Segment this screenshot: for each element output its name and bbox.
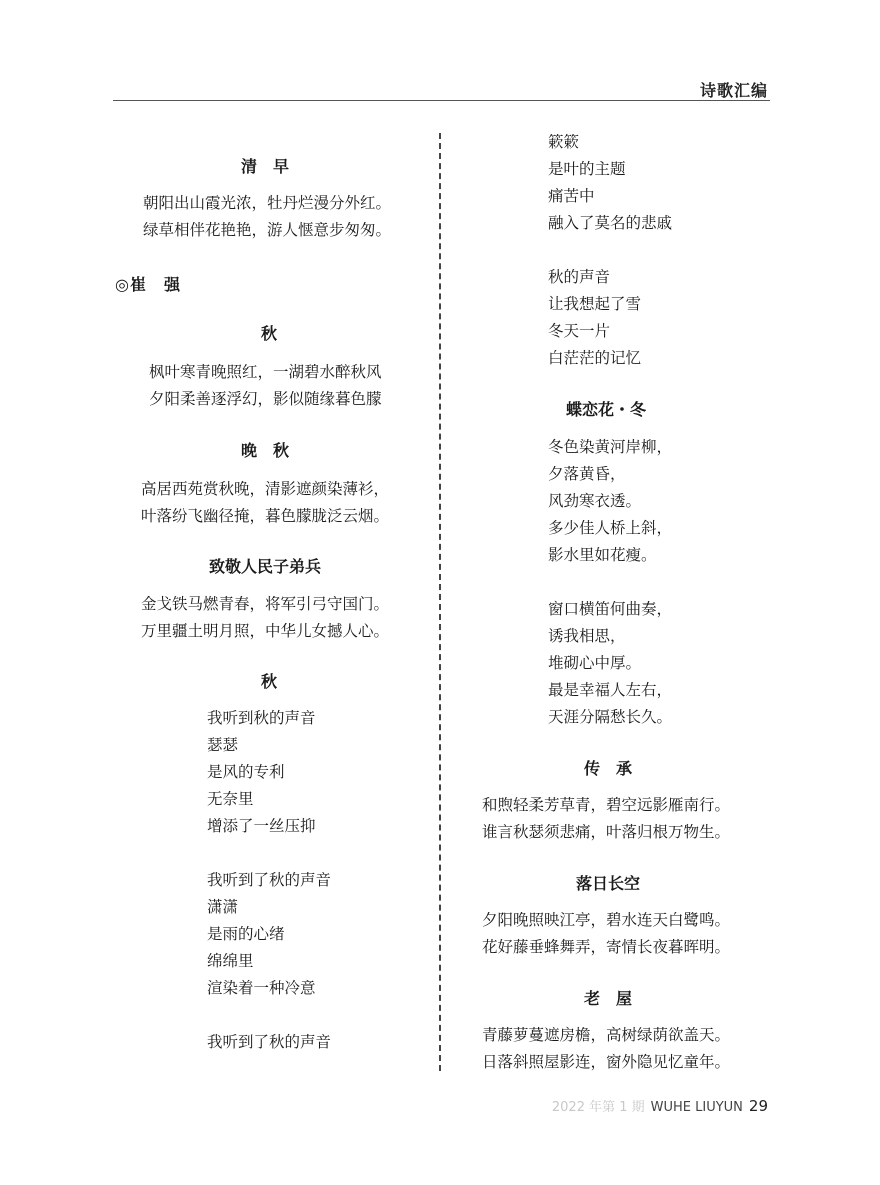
poem-line: 绵绵里 bbox=[207, 952, 254, 970]
poem-line: 是叶的主题 bbox=[548, 160, 626, 178]
header-rule bbox=[113, 100, 770, 101]
poem-line: 痛苦中 bbox=[548, 187, 595, 205]
poem-line: 渲染着一种冷意 bbox=[207, 979, 316, 997]
poem-line: 万里疆土明月照，中华儿女撼人心。 bbox=[141, 622, 390, 640]
poem-line: 冬色染黄河岸柳， bbox=[548, 438, 673, 456]
poem-line: 是风的专利 bbox=[207, 763, 285, 781]
page-number: 29 bbox=[748, 1097, 768, 1115]
page-footer bbox=[552, 1096, 768, 1115]
poem-line: 日落斜照屋影连，窗外隐见忆童年。 bbox=[482, 1053, 731, 1071]
poem-line: 花好藤垂蜂舞弄，寄情长夜暮晖明。 bbox=[482, 938, 731, 956]
poem-line: 最是幸福人左右， bbox=[548, 681, 673, 699]
poem-line: 是雨的心绪 bbox=[207, 925, 285, 943]
poem-line: 让我想起了雪 bbox=[548, 295, 642, 313]
poem-line: 窗口横笛何曲奏， bbox=[548, 600, 673, 618]
poem-title-qingzao: 清 早 bbox=[241, 157, 290, 176]
poem-line: 融入了莫名的悲戚 bbox=[548, 214, 673, 232]
poem-line: 我听到秋的声音 bbox=[207, 709, 316, 727]
poem-line: 我听到了秋的声音 bbox=[207, 871, 332, 889]
poem-line: 和煦轻柔芳草青，碧空远影雁南行。 bbox=[482, 796, 731, 814]
poem-title-qiu: 秋 bbox=[261, 324, 278, 343]
poem-line: 谁言秋瑟须悲痛，叶落归根万物生。 bbox=[482, 823, 731, 841]
poem-line: 多少佳人桥上斜， bbox=[548, 519, 673, 537]
poem-line: 枫叶寒青晚照红，一湖碧水醉秋风 bbox=[149, 363, 382, 381]
poem-line: 金戈铁马燃青春，将军引弓守国门。 bbox=[141, 595, 390, 613]
column-divider bbox=[439, 133, 441, 1071]
poem-title-luori: 落日长空 bbox=[576, 874, 641, 893]
section-title: 诗歌汇编 bbox=[699, 81, 768, 100]
poem-line: 堆砌心中厚。 bbox=[548, 654, 642, 672]
poem-line: 无奈里 bbox=[207, 790, 254, 808]
poem-line: 瑟瑟 bbox=[207, 736, 239, 754]
magazine-name: WUHE LIUYUN bbox=[650, 1100, 743, 1115]
poem-title-chuancheng: 传 承 bbox=[584, 759, 633, 778]
poem-line: 影水里如花瘦。 bbox=[548, 546, 657, 564]
poem-line: 高居西苑赏秋晚，清影遮颜染薄衫， bbox=[141, 480, 390, 498]
poem-line: 天涯分隔愁长久。 bbox=[548, 708, 673, 726]
poem-line: 风劲寒衣透。 bbox=[548, 492, 642, 510]
poem-line: 朝阳出山霞光浓，牡丹烂漫分外红。 bbox=[143, 194, 392, 212]
poem-line: 叶落纷飞幽径掩，暮色朦胧泛云烟。 bbox=[141, 507, 390, 525]
poem-line: 夕落黄昏， bbox=[548, 465, 626, 483]
poem-line: 夕阳晚照映江亭，碧水连天白鹭鸣。 bbox=[482, 911, 731, 929]
poem-line: 夕阳柔善逐浮幻，影似随缘暮色朦 bbox=[149, 390, 382, 408]
poem-line: 潇潇 bbox=[207, 898, 239, 916]
poem-line: 白茫茫的记忆 bbox=[548, 349, 642, 367]
poem-line: 诱我相思， bbox=[548, 627, 626, 645]
poem-line: 冬天一片 bbox=[548, 322, 611, 340]
poem-title-qiu-2: 秋 bbox=[261, 672, 278, 691]
poem-title-zhijing: 致敬人民子弟兵 bbox=[209, 557, 322, 576]
poem-line: 青藤萝蔓遮房檐，高树绿荫欲盖天。 bbox=[482, 1026, 731, 1044]
poem-line: 增添了一丝压抑 bbox=[207, 817, 316, 835]
author-name: ◎崔 强 bbox=[115, 275, 181, 294]
poem-line: 绿草相伴花艳艳，游人惬意步匆匆。 bbox=[143, 221, 392, 239]
poem-title-laowu: 老 屋 bbox=[584, 989, 633, 1008]
issue-label: 2022 年第 1 期 bbox=[551, 1100, 645, 1115]
poem-title-wanqiu: 晚 秋 bbox=[241, 441, 290, 460]
poem-line: 秋的声音 bbox=[548, 268, 611, 286]
poem-line: 簌簌 bbox=[548, 133, 580, 151]
poem-line: 我听到了秋的声音 bbox=[207, 1033, 332, 1051]
poem-title-dielianhua: 蝶恋花・冬 bbox=[566, 400, 647, 419]
